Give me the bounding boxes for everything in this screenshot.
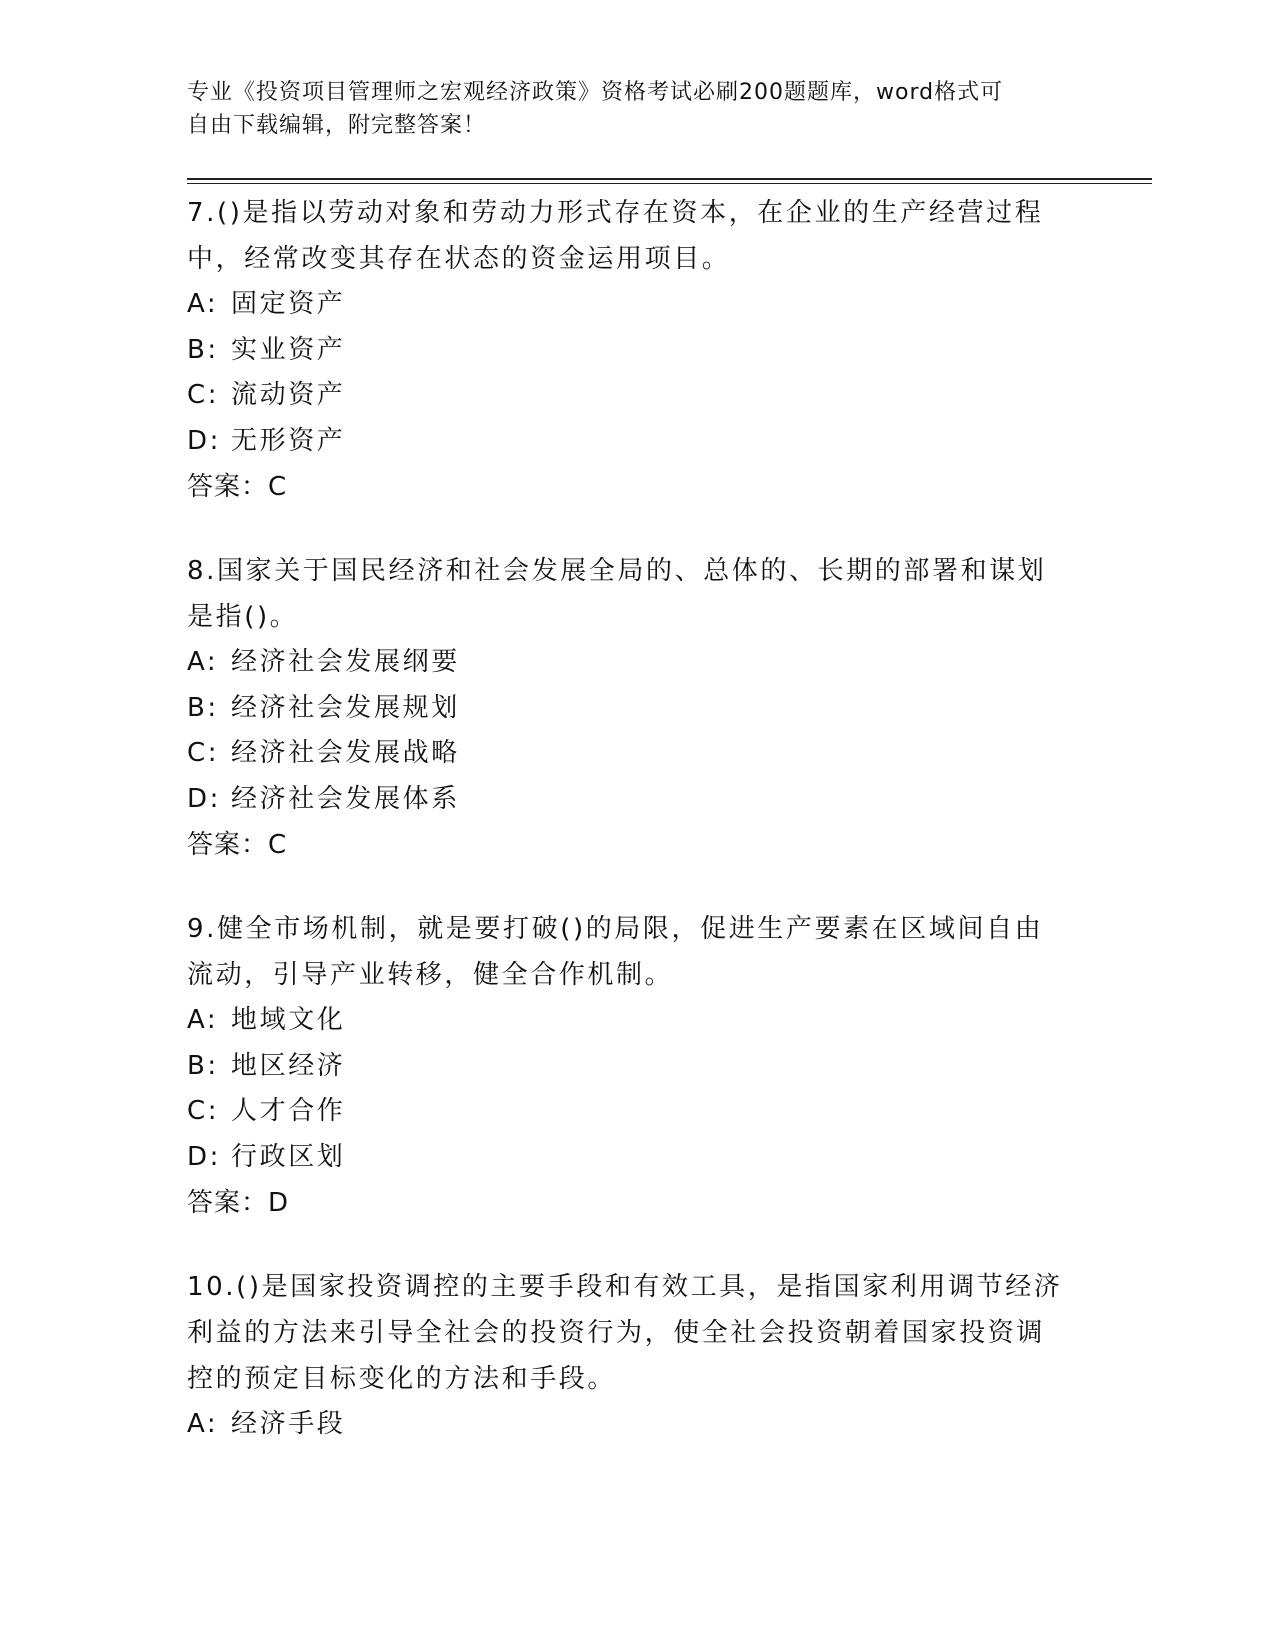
header-line-1: 专业《投资项目管理师之宏观经济政策》资格考试必刷200题题库，word格式可 xyxy=(187,80,1004,105)
option-text: 地域文化 xyxy=(231,1005,346,1035)
option-c xyxy=(187,731,1087,777)
stem-line: 流动，引导产业转移，健全合作机制。 xyxy=(187,960,674,990)
option-key: B: xyxy=(187,1050,219,1081)
header-divider-thick xyxy=(187,178,1152,180)
option-text: 经济社会发展战略 xyxy=(231,738,460,768)
answer-line: 答案：C xyxy=(187,830,288,860)
option-b xyxy=(187,1044,1087,1090)
option-a xyxy=(187,282,1087,328)
option-key: A: xyxy=(187,1409,219,1439)
question-list xyxy=(187,190,1087,1486)
option-c xyxy=(187,1089,1087,1135)
stem-line: 9.健全市场机制，就是要打破()的局限，促进生产要素在区域间自由 xyxy=(187,914,1044,944)
option-key: C: xyxy=(187,380,220,410)
option-d xyxy=(187,1135,1087,1181)
stem-line: 中，经常改变其存在状态的资金运用项目。 xyxy=(187,244,731,274)
option-text: 无形资产 xyxy=(231,425,346,456)
option-text: 实业资产 xyxy=(231,334,346,365)
question-9 xyxy=(187,906,1087,1226)
option-text: 经济手段 xyxy=(231,1409,346,1439)
question-stem xyxy=(187,906,1087,998)
option-text: 经济社会发展规划 xyxy=(231,692,460,723)
option-c xyxy=(187,373,1087,419)
option-text: 行政区划 xyxy=(231,1141,346,1172)
option-a xyxy=(187,998,1087,1044)
option-key: A: xyxy=(187,1005,219,1035)
option-b xyxy=(187,686,1087,732)
question-8 xyxy=(187,548,1087,868)
option-key: B: xyxy=(187,692,219,723)
option-d xyxy=(187,777,1087,823)
option-b xyxy=(187,328,1087,374)
option-key: C: xyxy=(187,738,220,768)
header-divider-thin xyxy=(187,183,1152,184)
question-stem xyxy=(187,1264,1087,1402)
option-text: 人才合作 xyxy=(231,1096,346,1126)
question-7 xyxy=(187,190,1087,510)
option-key: D: xyxy=(187,1141,221,1172)
stem-line: 是指()。 xyxy=(187,602,299,632)
option-text: 经济社会发展纲要 xyxy=(231,647,460,677)
option-text: 地区经济 xyxy=(231,1050,346,1081)
answer-line: 答案：D xyxy=(187,1188,290,1218)
stem-line: 8.国家关于国民经济和社会发展全局的、总体的、长期的部署和谋划 xyxy=(187,556,1047,586)
option-key: B: xyxy=(187,334,219,365)
option-key: A: xyxy=(187,647,219,677)
option-text: 流动资产 xyxy=(231,380,346,410)
option-key: D: xyxy=(187,425,221,456)
option-a xyxy=(187,640,1087,686)
option-text: 固定资产 xyxy=(231,289,346,319)
header-line-2: 自由下载编辑，附完整答案！ xyxy=(187,113,487,138)
option-key: A: xyxy=(187,289,219,319)
option-key: D: xyxy=(187,783,221,814)
stem-line: 7.()是指以劳动对象和劳动力形式存在资本，在企业的生产经营过程 xyxy=(187,198,1044,228)
question-stem xyxy=(187,548,1087,640)
option-d xyxy=(187,419,1087,465)
answer-line: 答案：C xyxy=(187,472,288,502)
stem-line: 利益的方法来引导全社会的投资行为，使全社会投资朝着国家投资调 xyxy=(187,1318,1046,1348)
stem-line: 控的预定目标变化的方法和手段。 xyxy=(187,1364,617,1394)
option-text: 经济社会发展体系 xyxy=(231,783,460,814)
option-a xyxy=(187,1402,1087,1448)
question-stem xyxy=(187,190,1087,282)
document-header xyxy=(187,76,1087,142)
question-10 xyxy=(187,1264,1087,1448)
option-key: C: xyxy=(187,1096,220,1126)
stem-line: 10.()是国家投资调控的主要手段和有效工具，是指国家利用调节经济 xyxy=(187,1272,1063,1302)
